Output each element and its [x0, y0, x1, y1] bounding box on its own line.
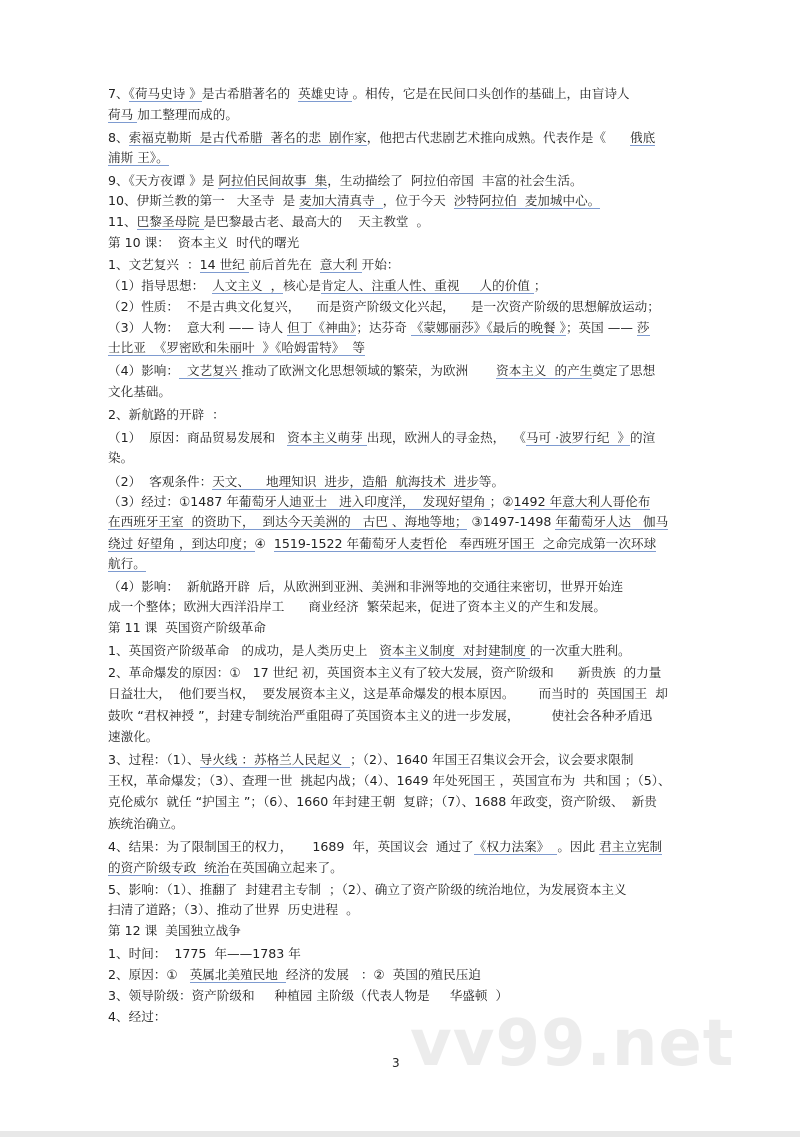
underlined-answer: 文艺复兴 [178, 363, 242, 378]
text-segment: （4）影响： 新航路开辟 后，从欧洲到亚洲、美洲和非洲等地的交通往来密切，世界开始连 [108, 579, 624, 594]
text-line [108, 235, 299, 251]
text-segment: 3、领导阶级：资产阶级和 种植园 主阶级（代表人物是 华盛顿 ） [108, 988, 509, 1003]
text-segment: 开始： [361, 257, 400, 272]
text-line [108, 923, 241, 939]
text-segment: 推动了欧洲文化思想领域的繁荣，为欧洲 [241, 363, 497, 378]
text-line [108, 708, 652, 724]
underlined-answer: 士比亚 《罗密欧和朱丽叶 》《哈姆雷特》 等 [108, 340, 366, 355]
underlined-answer: 1492 年意大利人哥伦布 [513, 494, 651, 509]
text-segment: 加工整理而成的。 [137, 107, 238, 122]
text-segment: 第 12 课 美国独立战争 [108, 923, 241, 938]
text-line [108, 340, 365, 356]
text-segment: （3）人物： 意大利 —— 诗人 [108, 320, 288, 335]
underlined-answer: 英雄史诗 [298, 86, 353, 101]
text-line [108, 299, 660, 315]
text-segment: 。相传，它是在民间口头创作的基础上，由盲诗人 [352, 86, 630, 101]
text-line [108, 729, 158, 745]
underlined-answer: 马可 ·波罗行纪 》 [525, 430, 631, 445]
text-line [108, 320, 650, 336]
text-line [108, 988, 508, 1004]
text-line [108, 474, 504, 490]
text-segment: 等。 [478, 474, 505, 489]
text-line [108, 752, 633, 768]
underlined-answer: 资本主义 的产生 [496, 363, 593, 378]
underlined-answer: 《蒙娜丽莎》《最后的晚餐 》 [410, 320, 566, 335]
text-line [108, 150, 169, 166]
text-segment: 克伦威尔 就任 “护国主 ”；（6）、1660 年封建王朝 复辟；（7）、1688 年政变，资产阶级、 新贵 [108, 794, 657, 809]
text-line [108, 643, 631, 659]
text-line [108, 816, 184, 832]
text-segment: 在英国确立起来了。 [229, 860, 343, 875]
underlined-answer: 年葡萄牙人达 伽马 [555, 514, 669, 529]
text-segment: 7、 [108, 86, 129, 101]
text-segment: 1、时间： 1775 年——1783 年 [108, 946, 301, 961]
text-segment: 的一次重大胜利。 [529, 643, 631, 658]
underlined-answer: 意大利 [319, 257, 362, 272]
underlined-answer: 1519-1522 年葡萄牙人麦哲伦 奉西班牙国王 之命完成第一次环球 [273, 536, 657, 551]
text-segment: 第 11 课 英国资产阶级革命 [108, 620, 266, 635]
text-line [108, 686, 668, 702]
text-segment: ③1497-1498 [467, 514, 556, 529]
text-line [108, 173, 583, 189]
text-line [108, 130, 655, 146]
text-segment: 速激化。 [108, 729, 159, 744]
text-segment: ，生动描绘了 阿拉伯帝国 丰富的社会生活。 [327, 173, 583, 188]
underlined-answer: 的资产阶级专政 统治 [108, 860, 230, 875]
underlined-answer: 葡萄牙人迪亚士 进入印度洋， 发现好望角 [238, 494, 490, 509]
underlined-answer: 导火线 ：苏格兰人民起义 [199, 752, 351, 767]
underlined-answer: 天文、 地理知识 进步，造船 航海技术 进步 [212, 474, 479, 489]
text-segment: ，位于今天 [382, 193, 454, 208]
text-segment: 前后首先在 [248, 257, 320, 272]
text-segment: 是古希腊著名的 [201, 86, 299, 101]
underlined-answer: 君主立宪制 [599, 839, 663, 854]
underlined-answer: 麦加大清真寺 [299, 193, 383, 208]
text-line [108, 599, 606, 615]
text-line [108, 86, 630, 102]
underlined-answer: 俄底 [630, 130, 656, 145]
text-line [108, 193, 600, 209]
text-segment: 成一个整体；欧洲大西洋沿岸工 商业经济 繁荣起来，促进了资本主义的产生和发展。 [108, 599, 606, 614]
text-segment: ； [533, 278, 547, 293]
text-segment: 扫清了道路；（3）、推动了世界 历史进程 。 [108, 902, 359, 917]
underlined-answer: 资本主义萌芽 [287, 430, 367, 445]
text-segment: 1、英国资产阶级革命 的成功，是人类历史上 [108, 643, 380, 658]
text-segment: 染。 [108, 450, 134, 465]
text-segment: 是巴黎最古老、最高大的 天主教堂 。 [203, 214, 430, 229]
text-line [108, 430, 655, 446]
text-segment: 4、经过： [108, 1009, 167, 1024]
text-line [108, 278, 546, 294]
text-segment: 奠定了思想 [592, 363, 656, 378]
page-bottom-edge [0, 1131, 800, 1137]
text-segment: 8、 [108, 130, 129, 145]
text-line [108, 946, 301, 962]
text-line [108, 214, 429, 230]
text-line [108, 494, 650, 510]
text-segment: 10、伊斯兰教的第一 大圣寺 是 [108, 193, 300, 208]
underlined-answer: 索福克勒斯 是古代希腊 著名的悲 剧作家 [128, 130, 367, 145]
text-line [108, 556, 146, 572]
text-line [108, 384, 171, 400]
text-segment: （4）影响： [108, 363, 179, 378]
text-line [108, 860, 343, 876]
text-line [108, 536, 656, 552]
underlined-answer: 但丁《神曲》 [287, 320, 357, 335]
text-segment: ；达芬奇 [356, 320, 411, 335]
text-segment: 2、新航路的开辟 ： [108, 407, 225, 422]
text-line [108, 620, 266, 636]
underlined-answer: 在西班牙王室 的资助下， 到达今天美洲的 古巴 、海地等地； [108, 514, 468, 529]
text-line [108, 773, 671, 789]
text-segment: 出现，欧洲人的寻金热， 《 [366, 430, 526, 445]
text-segment: （2）性质： 不是古典文化复兴， 而是资产阶级文化兴起， 是一次资产阶级的思想解放运动； [108, 299, 660, 314]
text-segment: 1、文艺复兴 ： [108, 257, 200, 272]
text-segment: 王权，革命爆发；（3）、查理一世 挑起内战；（4）、1649 年处死国王 ，英国宣布为 共和国 ；（5）、 [108, 773, 671, 788]
underlined-answer: 浦斯 王》。 [108, 150, 169, 165]
underlined-answer: 资本主义制度 对封建制度 [379, 643, 530, 658]
text-segment: （2） 客观条件： [108, 474, 213, 489]
underlined-answer: 《权力法案》 [473, 839, 558, 854]
text-line [108, 902, 359, 918]
underlined-answer: 肯定人、注重人性、重视 人的价值 [320, 278, 534, 293]
page-number: 3 [392, 1056, 400, 1070]
underlined-answer: 阿拉伯民间故事 集 [218, 173, 328, 188]
text-line [108, 363, 655, 379]
text-segment: ；② [489, 494, 514, 509]
text-segment: ；英国 —— [565, 320, 637, 335]
text-line [108, 1009, 166, 1025]
text-line [108, 450, 133, 466]
text-segment: 。因此 [557, 839, 600, 854]
text-segment: （1） 原因：商品贸易发展和 [108, 430, 288, 445]
text-line [108, 839, 662, 855]
underlined-answer: 英属北美殖民地 [189, 967, 286, 982]
underlined-answer: 荷马 [108, 107, 138, 122]
text-line [108, 967, 481, 983]
text-line [108, 579, 623, 595]
text-segment: 5、影响：（1）、推翻了 封建君主专制 ；（2）、确立了资产阶级的统治地位，为发展资本主义 [108, 882, 627, 897]
text-segment: （1）指导思想： [108, 278, 213, 293]
underlined-answer: 莎 [636, 320, 650, 335]
text-line [108, 794, 657, 810]
text-line [108, 257, 399, 273]
text-segment: 文化基础。 [108, 384, 171, 399]
text-segment: 9、《天方夜谭 》是 [108, 173, 219, 188]
text-segment: 11、 [108, 214, 137, 229]
watermark: vv99.net [410, 1007, 735, 1081]
underlined-answer: 绕过 好望角 ，到达印度； [108, 536, 255, 551]
underlined-answer: 巴黎圣母院 [136, 214, 204, 229]
text-line [108, 407, 225, 423]
text-segment: 鼓吹 “君权神授 ”，封建专制统治严重阻碍了英国资本主义的进一步发展， 使社会各种矛盾迅 [108, 708, 653, 723]
underlined-answer: 航行。 [108, 556, 146, 571]
underlined-answer: 沙特阿拉伯 麦加城中心。 [453, 193, 601, 208]
text-segment: 2、革命爆发的原因：① 17 世纪 初，英国资本主义有了较大发展，资产阶级和 新贵族 的力量 [108, 665, 662, 680]
text-segment: 2、原因：① [108, 967, 190, 982]
text-segment: ；（2）、1640 年国王召集议会开会，议会要求限制 [350, 752, 634, 767]
text-segment: （3）经过：①1487 年 [108, 494, 239, 509]
text-segment: 第 10 课： 资本主义 时代的曙光 [108, 235, 300, 250]
underlined-answer: 14 世纪 [199, 257, 249, 272]
underlined-answer: 人文主义 ， [212, 278, 284, 293]
underlined-answer: 《荷马史诗 》 [128, 86, 202, 101]
text-line [108, 514, 668, 530]
text-segment: ，他把古代悲剧艺术推向成熟。代表作是《 [366, 130, 631, 145]
text-segment: 的渲 [630, 430, 656, 445]
text-line [108, 882, 627, 898]
text-segment: 经济的发展 ：② 英国的殖民压迫 [285, 967, 481, 982]
text-segment: ④ [254, 536, 274, 551]
text-segment: 3、过程：（1）、 [108, 752, 200, 767]
text-line [108, 107, 238, 123]
text-segment: 4、结果：为了限制国王的权力， 1689 年，英国议会 通过了 [108, 839, 474, 854]
text-segment: 族统治确立。 [108, 816, 184, 831]
text-segment: 核心是 [283, 278, 321, 293]
text-line [108, 665, 661, 681]
text-segment: 日益壮大， 他们要当权， 要发展资本主义，这是革命爆发的根本原因。 而当时的 英国国王 却 [108, 686, 668, 701]
